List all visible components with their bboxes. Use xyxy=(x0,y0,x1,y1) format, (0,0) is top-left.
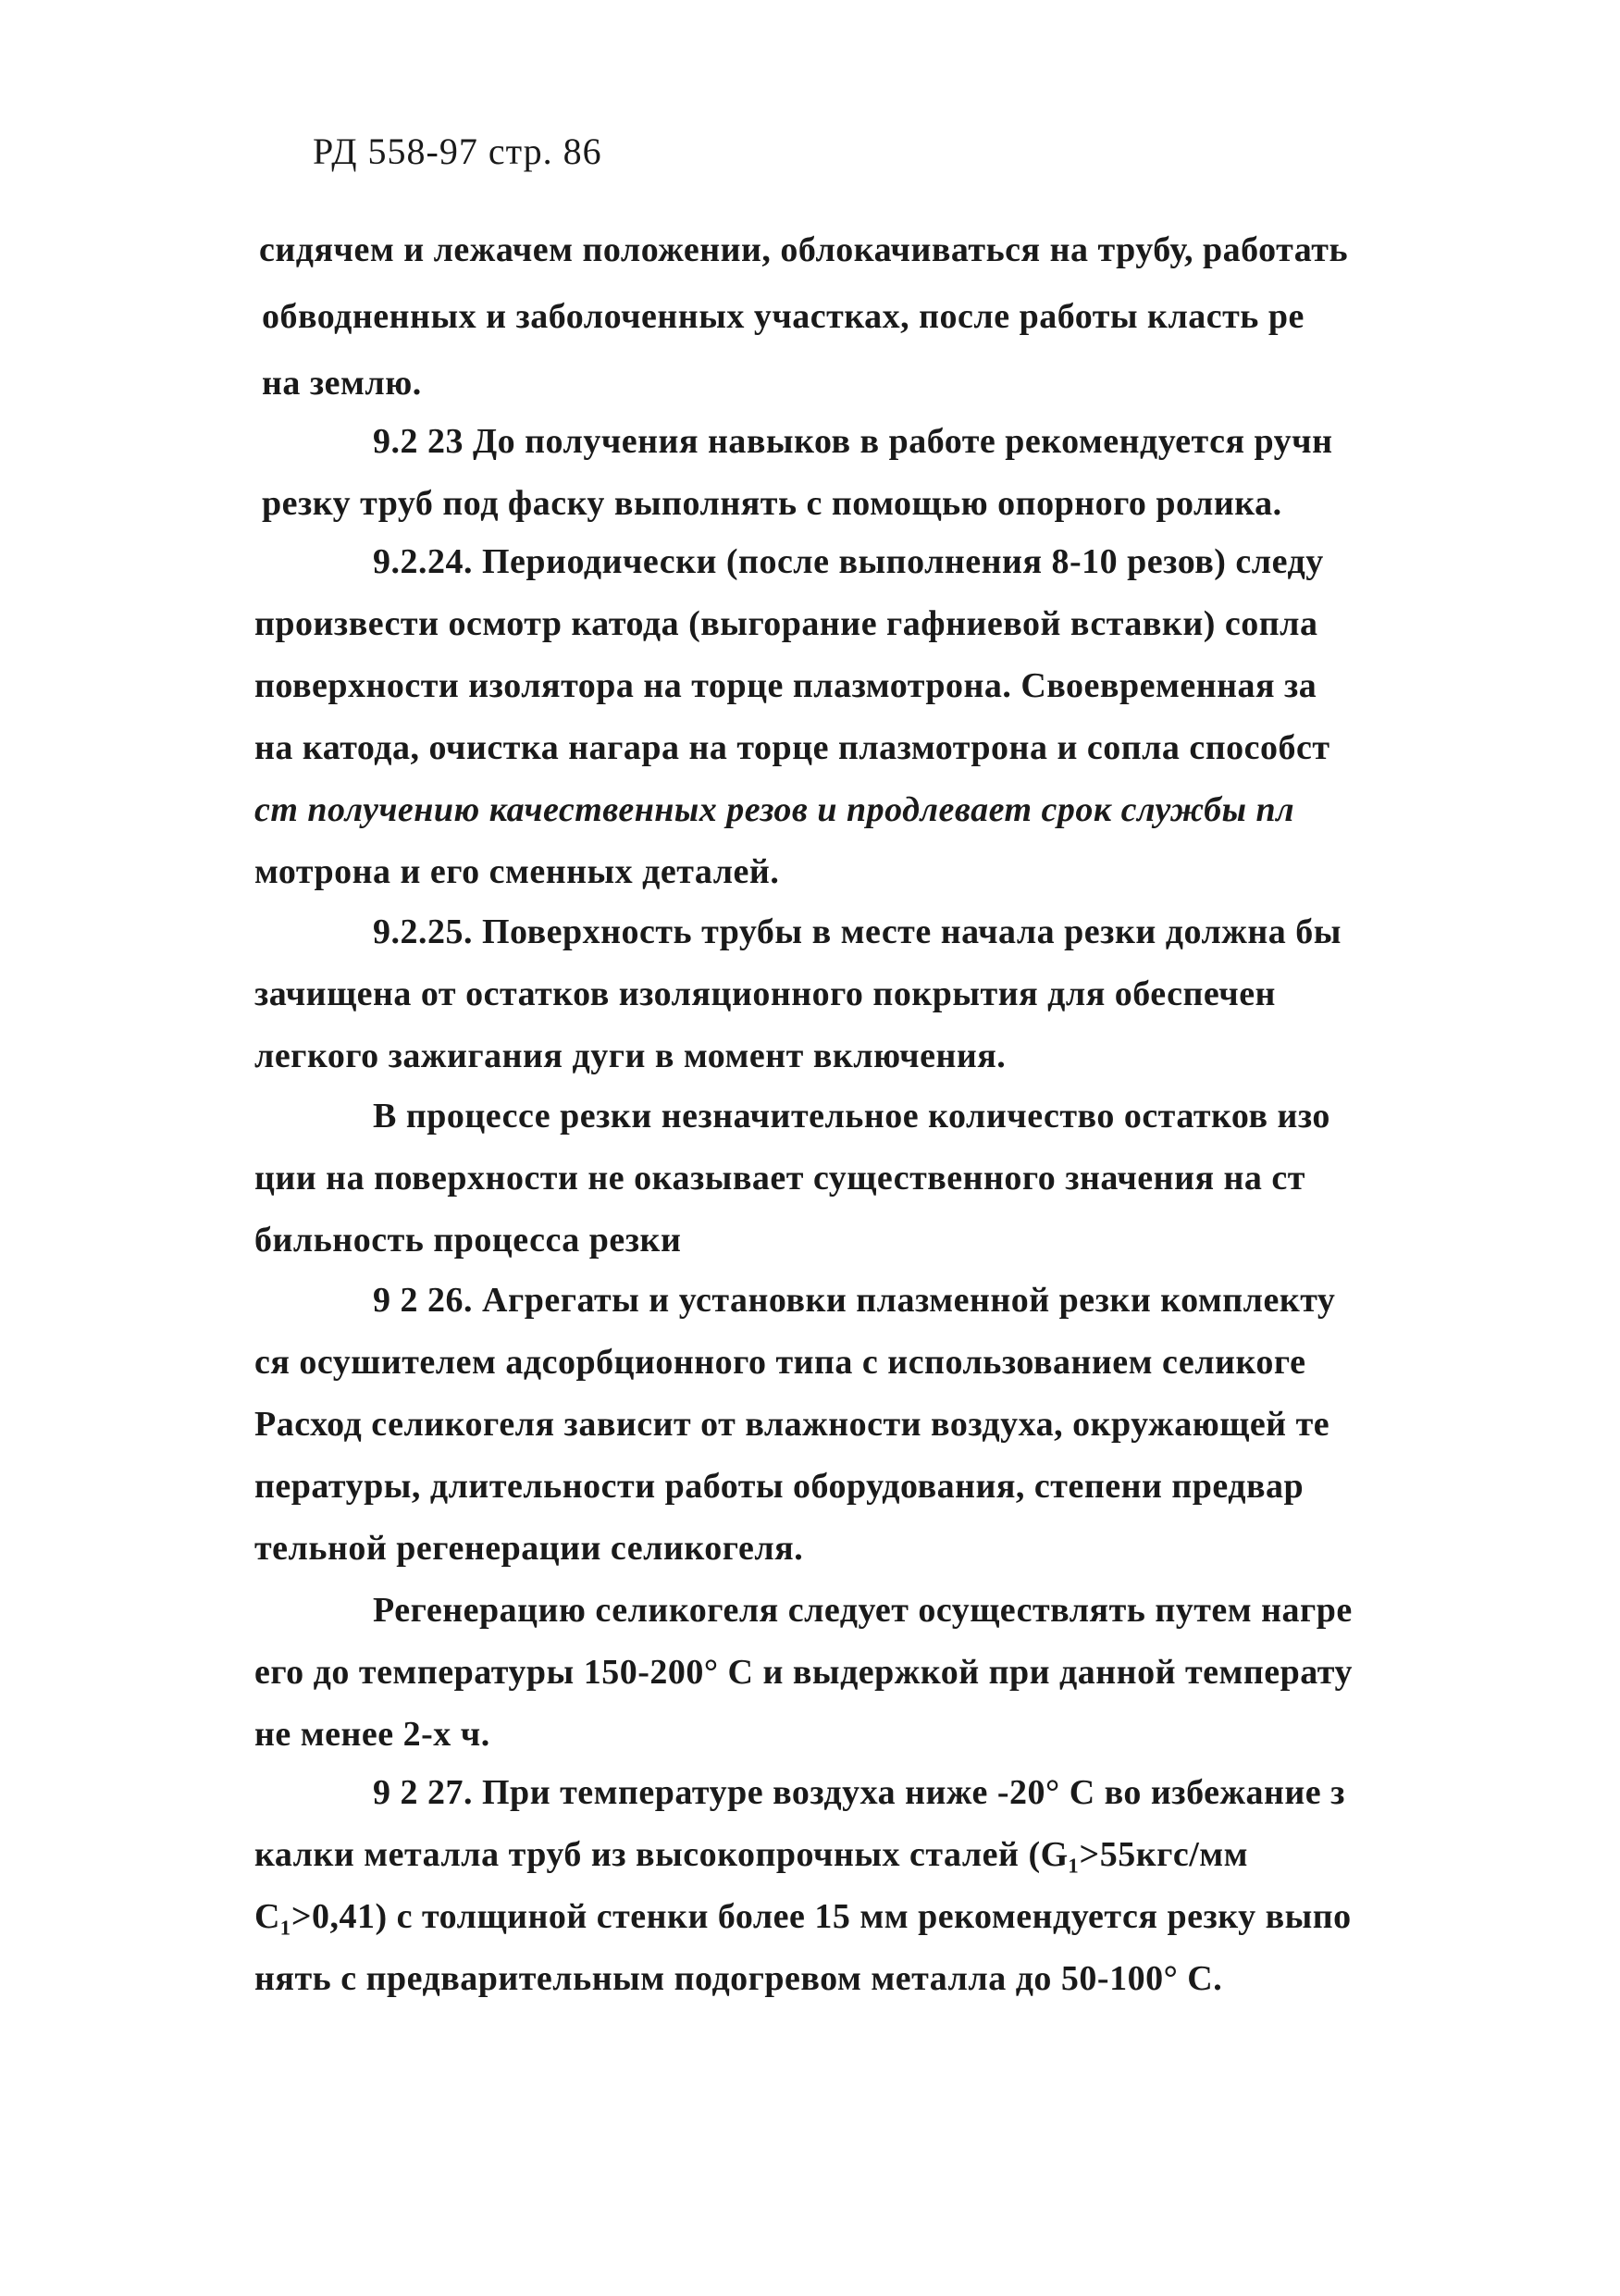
text-line: произвести осмотр катода (выгорание гафниевой вставки) сопла xyxy=(254,604,1318,643)
text-line: легкого зажигания дуги в момент включения. xyxy=(254,1036,1007,1075)
text-line: В процессе резки незначительное количество остатков изо xyxy=(373,1097,1330,1136)
text-line: 9 2 27. При температуре воздуха ниже -20° С во избежание з xyxy=(373,1773,1345,1812)
text-line: обводненных и заболоченных участках, после работы класть ре xyxy=(262,297,1305,336)
text-line: его до температуры 150-200° С и выдержкой при данной температу xyxy=(254,1653,1353,1692)
page-header: РД 558-97 стр. 86 xyxy=(313,130,602,172)
text-line: тельной регенерации селикогеля. xyxy=(254,1529,804,1568)
text-line: сидячем и лежачем положении, облокачиваться на трубу, работать xyxy=(259,230,1349,269)
text-line: 9.2 23 До получения навыков в работе рекомендуется ручн xyxy=(373,422,1333,461)
text-line: зачищена от остатков изоляционного покрытия для обеспечен xyxy=(254,974,1276,1013)
text-line: нять с предварительным подогревом металла до 50-100° С. xyxy=(254,1959,1223,1998)
text-line: ся осушителем адсорбционного типа с использованием селикоге xyxy=(254,1343,1306,1382)
text-line: 9 2 26. Агрегаты и установки плазменной резки комплекту xyxy=(373,1281,1336,1320)
text-line: Регенерацию селикогеля следует осуществлять путем нагре xyxy=(373,1591,1353,1630)
text-line: резку труб под фаску выполнять с помощью опорного ролика. xyxy=(262,484,1282,523)
text-line: С₁>0,41) с толщиной стенки более 15 мм рекомендуется резку выпо xyxy=(254,1897,1352,1936)
text-line: 9.2.25. Поверхность трубы в месте начала резки должна бы xyxy=(373,912,1342,951)
text-line: не менее 2-х ч. xyxy=(254,1715,490,1754)
text-line: на катода, очистка нагара на торце плазмотрона и сопла способст xyxy=(254,728,1330,767)
text-line: пературы, длительности работы оборудования, степени предвар xyxy=(254,1467,1305,1506)
text-line: бильность процесса резки xyxy=(254,1221,682,1260)
text-line: калки металла труб из высокопрочных сталей (G₁>55кгс/мм xyxy=(254,1835,1249,1874)
text-line: на землю. xyxy=(262,364,422,403)
text-line: поверхности изолятора на торце плазмотрона. Своевременная за xyxy=(254,666,1317,705)
text-line: ст получению качественных резов и продлевает срок службы пл xyxy=(254,790,1295,829)
text-line: мотрона и его сменных деталей. xyxy=(254,852,780,891)
text-line: ции на поверхности не оказывает существенного значения на ст xyxy=(254,1159,1305,1198)
text-line: 9.2.24. Периодически (после выполнения 8-10 резов) следу xyxy=(373,542,1324,581)
text-line: Расход селикогеля зависит от влажности воздуха, окружающей те xyxy=(254,1405,1330,1444)
